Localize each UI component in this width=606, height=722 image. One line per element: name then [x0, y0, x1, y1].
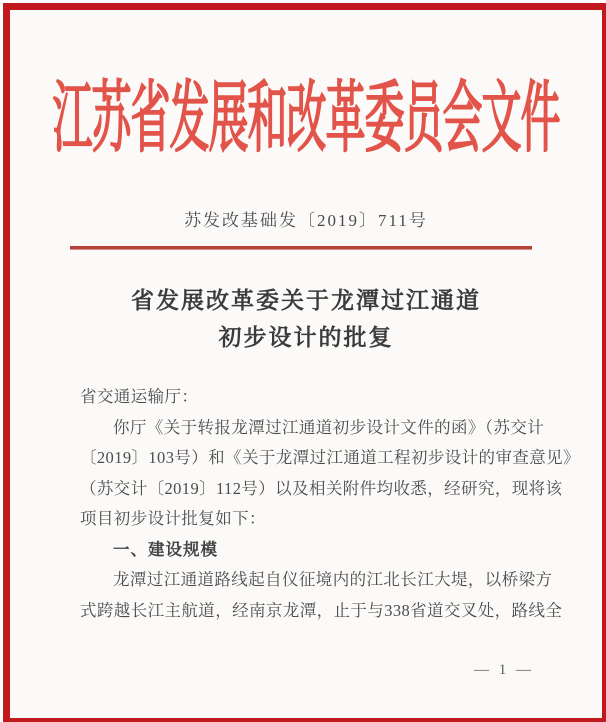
document-title [10, 282, 602, 356]
document-page [10, 10, 602, 718]
paragraph-1-line: 项目初步设计批复如下： [80, 509, 266, 528]
document-body [80, 382, 580, 626]
paragraph-1-line: 〔2019〕103号）和《关于龙潭过江通道工程初步设计的审查意见》 [80, 448, 580, 467]
red-frame-border [3, 3, 606, 722]
paragraph-1-line: （苏交计〔2019〕112号）以及相关附件均收悉，经研究，现将该 [80, 478, 563, 498]
letterhead-banner [10, 62, 602, 162]
page-number: — 1 — [474, 662, 534, 678]
section-1-heading: 一、建设规模 [113, 540, 218, 559]
section-1-line: 龙潭过江通道路线起自仪征境内的江北长江大堤，以桥梁方 [113, 570, 553, 589]
agency-letterhead-title: 江苏省发展和改革委员会文件 [52, 73, 560, 162]
paragraph-1-line: 你厅《关于转报龙潭过江通道初步设计文件的函》（苏交计 [113, 417, 545, 437]
document-title-line-2: 初步设计的批复 [218, 325, 394, 350]
document-number: 苏发改基础发〔2019〕711号 [184, 211, 428, 230]
document-title-line-1: 省发展改革委关于龙潭过江通道 [131, 288, 481, 313]
section-1-line: 式跨越长江主航道，经南京龙潭，止于与338省道交叉处，路线全 [80, 600, 563, 620]
salutation-line: 省交通运输厅： [80, 387, 199, 406]
red-divider-line [70, 246, 532, 250]
